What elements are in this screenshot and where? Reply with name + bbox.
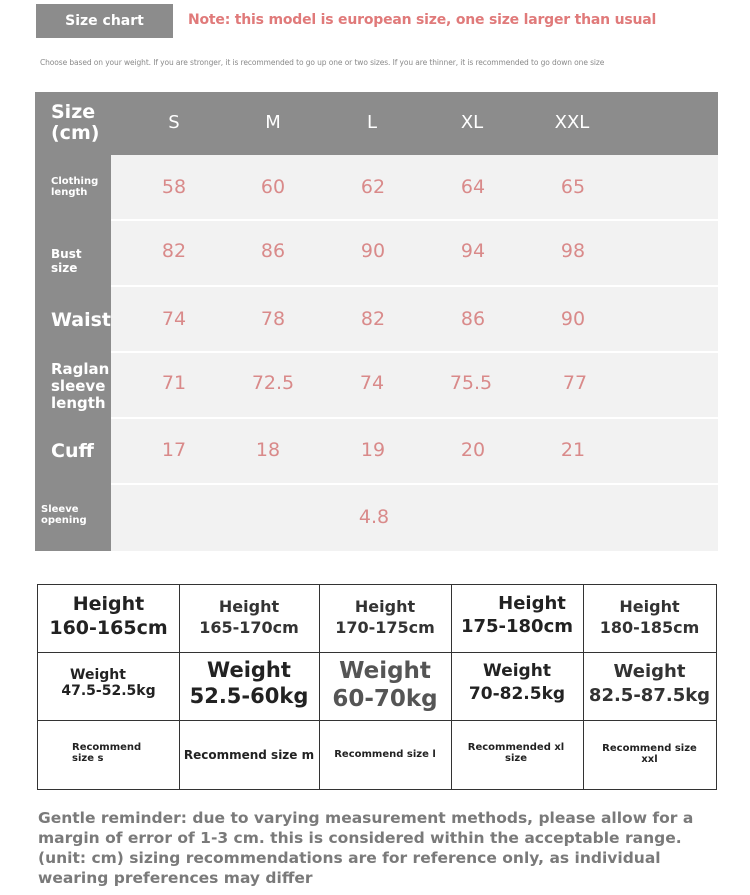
- height-cell-s: [38, 593, 179, 639]
- weight-label: Weight: [207, 658, 291, 682]
- value-sleeve-opening: 4.8: [358, 506, 390, 528]
- height-cell-m: [179, 597, 319, 637]
- value-cuff-xl: 20: [460, 439, 486, 461]
- value-cuff-s: 17: [161, 439, 187, 461]
- column-header-l: L: [366, 112, 378, 133]
- size-corner-label-line1: Size: [51, 101, 96, 123]
- size-corner-label-line2: (cm): [51, 122, 100, 144]
- weight-range: 70-82.5kg: [468, 684, 566, 704]
- value-cuff-xxl: 21: [560, 439, 586, 461]
- weight-cell-s: [38, 667, 179, 699]
- size-advice-subtitle: Choose based on your weight. If you are stronger, it is recommended to go up one or two sizes. If you are thinner, it is recommended to go down one size: [40, 58, 605, 67]
- recommend-size-l: Recommend size l: [334, 749, 436, 760]
- value-waist-xl: 86: [460, 308, 486, 330]
- row-divider: [38, 720, 716, 721]
- row-sleeve-opening: [111, 485, 718, 551]
- weight-label: Weight: [70, 667, 126, 683]
- height-range: 170-175cm: [335, 618, 435, 637]
- label-sleeve-opening: Sleeve opening: [41, 504, 87, 526]
- value-waist-l: 82: [360, 308, 386, 330]
- column-header-s: S: [168, 112, 180, 133]
- height-range: 160-165cm: [49, 617, 168, 639]
- size-chart-table: [35, 92, 718, 551]
- value-raglan-l: 74: [359, 372, 385, 394]
- weight-range: 82.5-87.5kg: [588, 685, 711, 706]
- height-cell-xl: [451, 593, 583, 637]
- column-header-xxl: XXL: [554, 112, 590, 133]
- value-raglan-xxl: 77: [562, 372, 588, 394]
- height-label: Height: [72, 593, 145, 615]
- value-bust-xl: 94: [460, 240, 486, 262]
- weight-range: 60-70kg: [332, 686, 438, 712]
- value-clothing-length-s: 58: [161, 176, 187, 198]
- height-range: 165-170cm: [199, 618, 299, 637]
- size-chart-label-column: [35, 155, 111, 551]
- european-size-note: Note: this model is european size, one size larger than usual: [188, 12, 657, 28]
- size-chart-tab: Size chart: [36, 4, 173, 38]
- value-clothing-length-xxl: 65: [560, 176, 586, 198]
- value-waist-m: 78: [260, 308, 286, 330]
- weight-label: Weight: [483, 661, 551, 681]
- height-range: 175-180cm: [460, 616, 574, 637]
- recommend-size-s: Recommend size s: [72, 742, 142, 764]
- value-clothing-length-m: 60: [260, 176, 286, 198]
- column-header-xl: XL: [460, 112, 484, 133]
- value-waist-xxl: 90: [560, 308, 586, 330]
- value-cuff-m: 18: [255, 439, 281, 461]
- height-label: Height: [218, 597, 280, 616]
- value-bust-l: 90: [360, 240, 386, 262]
- weight-range: 47.5-52.5kg: [61, 683, 156, 699]
- weight-label: Weight: [613, 661, 686, 682]
- height-label: Height: [354, 597, 416, 616]
- weight-range: 52.5-60kg: [189, 684, 309, 708]
- height-label: Height: [619, 597, 680, 616]
- value-bust-m: 86: [260, 240, 286, 262]
- value-bust-xxl: 98: [560, 240, 586, 262]
- value-raglan-xl: 75.5: [449, 372, 493, 394]
- recommend-size-m: Recommend size m: [183, 748, 315, 762]
- label-waist: Waist: [51, 309, 112, 331]
- recommend-size-xl: Recommended xl size: [467, 742, 565, 764]
- value-waist-s: 74: [161, 308, 187, 330]
- value-raglan-s: 71: [161, 372, 187, 394]
- weight-cell-m: [179, 658, 319, 708]
- value-raglan-m: 72.5: [251, 372, 295, 394]
- height-cell-l: [319, 597, 451, 637]
- label-cuff: Cuff: [51, 440, 94, 462]
- height-range: 180-185cm: [599, 618, 700, 637]
- gentle-reminder-text: Gentle reminder: due to varying measurement methods, please allow for a margin of error of 1-3 cm. this is considered within the acceptable range. (unit: cm) sizing recommendations are for reference only, as individual wearing preferences may differ: [38, 809, 694, 887]
- column-header-m: M: [265, 112, 281, 133]
- weight-cell-xl: [451, 661, 583, 704]
- size-recommendation-table: [37, 584, 717, 790]
- label-raglan-sleeve-length: Raglan sleeve length: [51, 360, 110, 412]
- height-label: Height: [498, 593, 566, 614]
- recommend-size-xxl: Recommend size xxl: [602, 743, 697, 765]
- value-clothing-length-l: 62: [360, 176, 386, 198]
- weight-label: Weight: [339, 658, 431, 684]
- value-clothing-length-xl: 64: [460, 176, 486, 198]
- value-bust-s: 82: [161, 240, 187, 262]
- size-corner-label: [51, 102, 99, 144]
- weight-cell-l: [319, 658, 451, 712]
- row-divider: [38, 652, 716, 653]
- label-bust-size: Bust size: [51, 247, 82, 275]
- value-cuff-l: 19: [360, 439, 386, 461]
- height-cell-xxl: [583, 597, 716, 637]
- label-clothing-length: Clothing length: [51, 176, 99, 198]
- weight-cell-xxl: [583, 661, 716, 706]
